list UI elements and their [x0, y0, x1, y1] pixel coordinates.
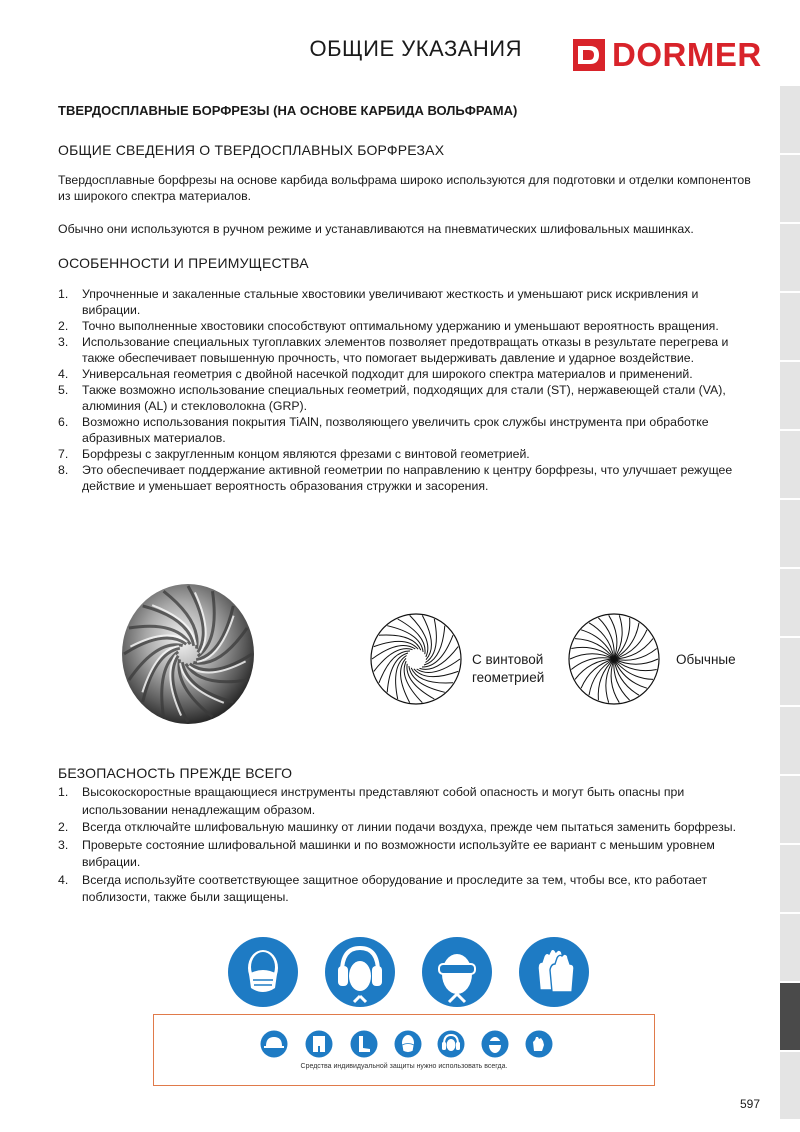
dust-mask-icon	[227, 936, 299, 1008]
list-item: 1. Упрочненные и закаленные стальные хвостовики увеличивают жесткость и уменьшают риск искривления и вибрации.	[58, 287, 699, 317]
page-number: 597	[739, 1097, 760, 1111]
chapter-tab[interactable]	[780, 500, 800, 567]
goggles-icon	[481, 1030, 509, 1058]
features-heading: ОСОБЕННОСТИ И ПРЕИМУЩЕСТВА	[58, 255, 309, 271]
standard-label: Обычные	[676, 652, 736, 667]
chapter-tab[interactable]	[780, 776, 800, 843]
chapter-tab[interactable]	[780, 569, 800, 636]
standard-flute-line	[614, 615, 622, 659]
ppe-notice-text: Средства индивидуальной защиты нужно использовать всегда.	[300, 1063, 508, 1070]
carbide-burr-photo	[118, 578, 258, 728]
ear-protection-icon	[324, 936, 396, 1008]
chapter-tab[interactable]	[780, 707, 800, 774]
list-item: 7. Борфрезы с закругленным концом являются фрезами с винтовой геометрией.	[58, 447, 530, 461]
list-item: 4. Всегда используйте соответствующее защитное оборудование и проследите за тем, чтобы все, кто работает поблизости, также были защищены.	[58, 872, 708, 904]
ppe-icons-row	[0, 936, 800, 1010]
chapter-tab[interactable]	[780, 155, 800, 222]
list-item: 1. Высокоскоростные вращающиеся инструменты представляют собой опасность и могут быть опасны при использовании ненадлежащим образом.	[58, 785, 685, 817]
general-paragraph-1: Твердосплавные борфрезы на основе карбида вольфрама широко используются для подготовки и отделки компонентов из широкого спектра материалов.	[58, 173, 751, 203]
list-item: 2. Точно выполненные хвостовики способствуют оптимальному удержанию и уменьшают вероятность вращения.	[58, 319, 719, 333]
chapter-tab[interactable]	[780, 224, 800, 291]
chapter-tab[interactable]	[780, 638, 800, 705]
safety-list	[58, 784, 760, 907]
safety-heading: БЕЗОПАСНОСТЬ ПРЕЖДЕ ВСЕГО	[58, 765, 293, 781]
safety-glasses-icon	[421, 936, 493, 1008]
gloves-icon	[525, 1030, 553, 1058]
helmet-icon	[260, 1030, 288, 1058]
list-item: 6. Возможно использования покрытия TiAlN, позволяющего увеличить срок службы инструмента при обработке абразивных материалов.	[58, 415, 709, 445]
chapter-tab[interactable]	[780, 86, 800, 153]
general-heading: ОБЩИЕ СВЕДЕНИЯ О ТВЕРДОСПЛАВНЫХ БОРФРЕЗАХ	[58, 142, 445, 158]
helical-label: С винтовой геометрией	[472, 652, 545, 685]
chapter-tab[interactable]	[780, 293, 800, 360]
standard-flute-line	[606, 659, 614, 703]
page-title: ОБЩИЕ УКАЗАНИЯ	[309, 36, 522, 61]
gloves-icon	[518, 936, 590, 1008]
list-item: 3. Проверьте состояние шлифовальной машинки и по возможности используйте ее вариант с меньшим уровнем вибрации.	[58, 837, 715, 869]
helical-geometry-diagram	[368, 611, 464, 707]
ear-protection-icon	[437, 1030, 465, 1058]
dormer-logo	[572, 36, 764, 74]
general-paragraph-2: Обычно они используются в ручном режиме и устанавливаются на пневматических шлифовальных машинках.	[58, 222, 694, 236]
standard-flute-line	[614, 659, 657, 671]
dormer-logo-mark-icon	[572, 36, 608, 74]
chapter-tab[interactable]	[780, 1052, 800, 1119]
logo-text: DORMER	[612, 36, 762, 73]
mask-icon	[394, 1030, 422, 1058]
ppe-notice-box	[153, 1014, 655, 1086]
list-item: 5. Также возможно использование специальных геометрий, подходящих для стали (ST), нержавеющей стали (VA), алюминия (AL) и стекловолокна (GRP).	[58, 383, 726, 413]
chapter-tab[interactable]	[780, 431, 800, 498]
overalls-icon	[305, 1030, 333, 1058]
boots-icon	[350, 1030, 378, 1058]
standard-geometry-diagram	[566, 611, 662, 707]
chapter-tab[interactable]	[780, 845, 800, 912]
features-list	[58, 286, 760, 494]
helical-flute-line	[414, 669, 458, 677]
chapter-tab[interactable]	[780, 362, 800, 429]
section-title: ТВЕРДОСПЛАВНЫЕ БОРФРЕЗЫ (НА ОСНОВЕ КАРБИДА ВОЛЬФРАМА)	[58, 103, 518, 118]
standard-flute-line	[571, 647, 614, 659]
helical-flute-line	[374, 641, 418, 649]
list-item: 8. Это обеспечивает поддержание активной геометрии по направлению к центру борфрезы, что улучшает режущее действие и уменьшает вероятность образования стружки и засорения.	[58, 463, 733, 493]
list-item: 3. Использование специальных тугоплавких элементов позволяет предотвращать отказы в результате перегрева и также обеспечивает повышенную прочность, что помогает выдерживать давление и ударное воздействие.	[58, 335, 729, 365]
list-item: 4. Универсальная геометрия с двойной насечкой подходит для широкого спектра материалов и применений.	[58, 367, 693, 381]
list-item: 2. Всегда отключайте шлифовальную машинку от линии подачи воздуха, прежде чем пытаться заменить борфрезы.	[58, 820, 736, 834]
